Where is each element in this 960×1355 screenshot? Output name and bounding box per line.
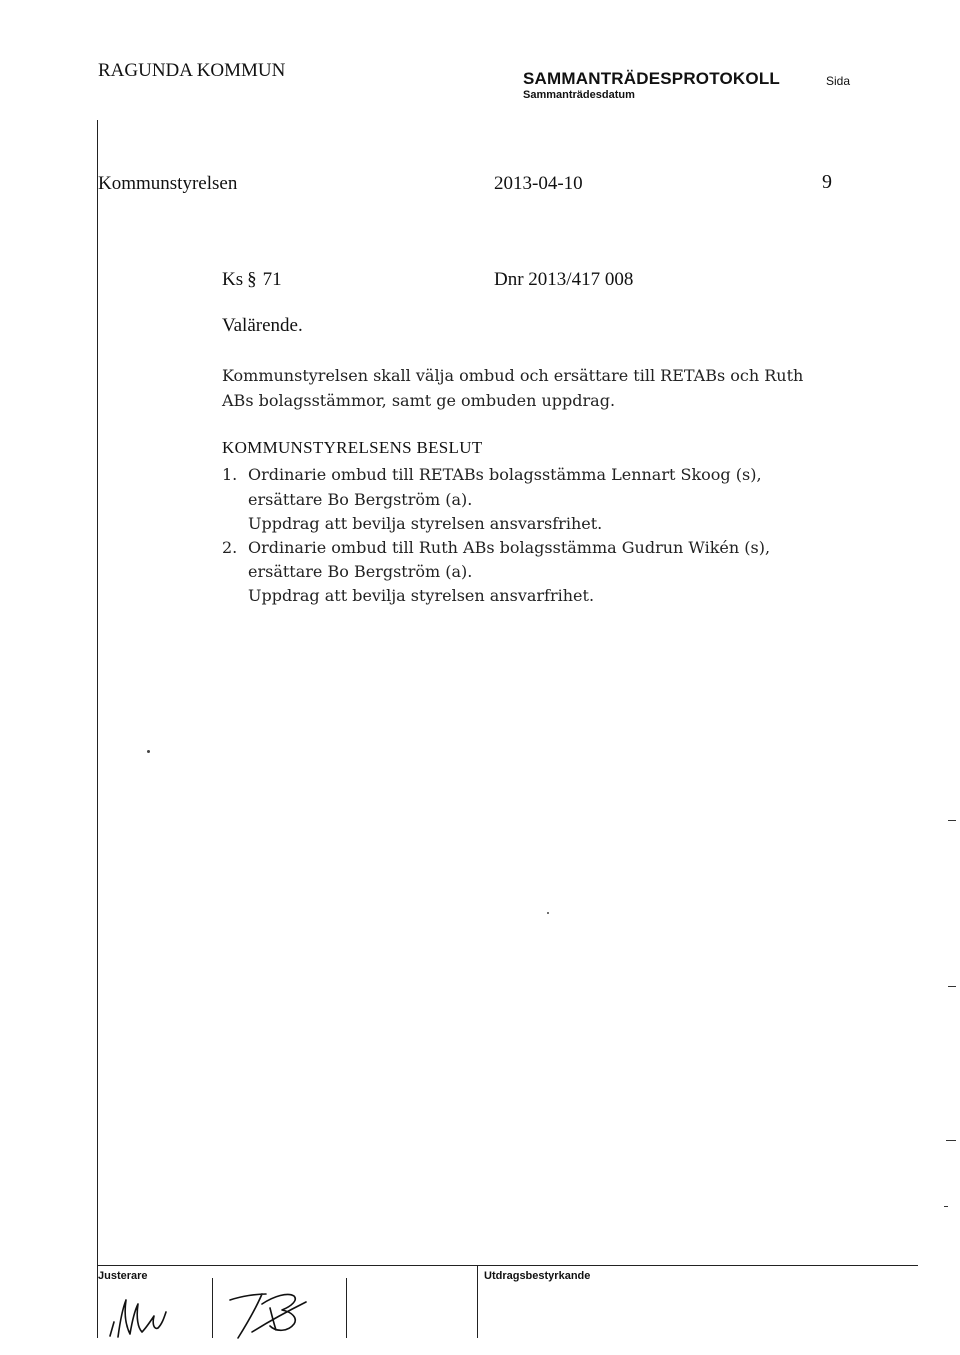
section-sign: §: [247, 269, 257, 290]
left-margin-rule: [97, 120, 98, 1338]
diary-number: Dnr 2013/417 008: [494, 269, 634, 290]
decision-item-line: ersättare Bo Bergström (a).: [248, 490, 473, 509]
scan-speck: [147, 750, 150, 753]
handwritten-signature: [104, 1282, 184, 1342]
footer-rule: [98, 1265, 918, 1266]
page-label: Sida: [826, 74, 851, 88]
handwritten-signature: [222, 1282, 322, 1342]
section-reference: [222, 269, 282, 291]
intro-line: Kommunstyrelsen skall välja ombud och ersättare till RETABs och Ruth: [222, 366, 804, 385]
decision-heading: KOMMUNSTYRELSENS BESLUT: [222, 438, 483, 457]
decision-item-line: ersättare Bo Bergström (a).: [248, 562, 473, 581]
decision-item-line: Uppdrag att bevilja styrelsen ansvarfrihet.: [248, 586, 595, 605]
justerare-label: Justerare: [98, 1270, 148, 1282]
document-type: SAMMANTRÄDESPROTOKOLL: [523, 69, 780, 88]
page-number: 9: [822, 171, 832, 193]
decision-item-line: Ordinarie ombud till Ruth ABs bolagsstämma Gudrun Wikén (s),: [248, 538, 771, 557]
ref-prefix: Ks: [222, 269, 244, 290]
municipality-name: RAGUNDA KOMMUN: [98, 60, 286, 81]
margin-mark: [944, 1206, 948, 1207]
decision-item-line: Ordinarie ombud till RETABs bolagsstämma Lennart Skoog (s),: [248, 465, 762, 484]
meeting-date-label: Sammanträdesdatum: [523, 89, 635, 101]
scan-speck: [547, 912, 549, 914]
meeting-date: 2013-04-10: [494, 173, 583, 194]
margin-mark: [948, 820, 956, 821]
signature-divider: [346, 1278, 347, 1338]
margin-mark: [948, 986, 956, 987]
signature-divider: [477, 1266, 478, 1338]
decision-item-number: 1.: [222, 465, 238, 484]
utdragsbestyrkande-label: Utdragsbestyrkande: [484, 1270, 591, 1282]
case-subject: Valärende.: [222, 315, 303, 336]
intro-line: ABs bolagsstämmor, samt ge ombuden uppdrag.: [222, 391, 616, 410]
committee-name: Kommunstyrelsen: [98, 173, 238, 194]
signature-divider: [212, 1278, 213, 1338]
decision-item-number: 2.: [222, 538, 238, 557]
section-number: 71: [262, 269, 282, 290]
margin-mark: [946, 1140, 956, 1141]
decision-item-line: Uppdrag att bevilja styrelsen ansvarsfrihet.: [248, 514, 603, 533]
